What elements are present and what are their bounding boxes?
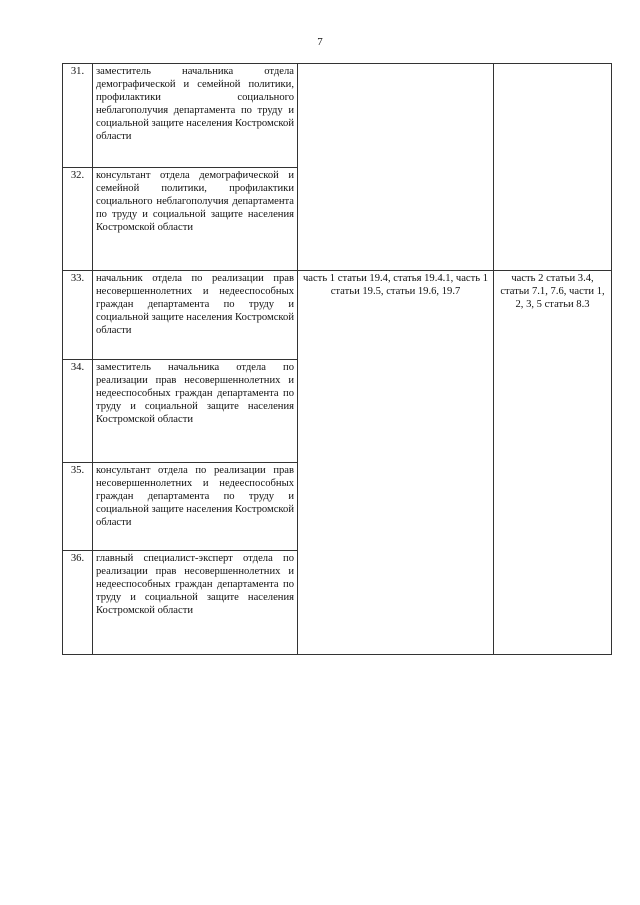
- articles-cell-empty: [494, 64, 612, 271]
- row-number: 33.: [63, 271, 93, 360]
- row-number: 32.: [63, 168, 93, 271]
- articles-koap-cell: часть 1 статьи 19.4, статья 19.4.1, часть 1 статьи 19.5, статьи 19.6, 19.7: [298, 271, 494, 655]
- position-title: консультант отдела по реализации прав несовершеннолетних и недееспособных граждан департамента по труду и социальной защите населения Костромской области: [93, 463, 298, 551]
- articles-regional-cell: часть 2 статьи 3.4, статьи 7.1, 7.6, части 1, 2, 3, 5 статьи 8.3: [494, 271, 612, 655]
- row-number: 31.: [63, 64, 93, 168]
- row-number: 36.: [63, 551, 93, 655]
- table-row: [63, 64, 612, 168]
- row-number: 35.: [63, 463, 93, 551]
- position-title: консультант отдела демографической и семейной политики, профилактики социального неблагополучия департамента по труду и социальной защите населения Костромской области: [93, 168, 298, 271]
- page-number: 7: [317, 36, 323, 48]
- position-title: заместитель начальника отдела демографической и семейной политики, профилактики социального неблагополучия департамента по труду и социальной защите населения Костромской области: [93, 64, 298, 168]
- officials-table: [62, 63, 612, 655]
- position-title: начальник отдела по реализации прав несовершеннолетних и недееспособных граждан департамента по труду и социальной защите населения Костромской области: [93, 271, 298, 360]
- articles-cell-empty: [298, 64, 494, 271]
- table-row: [63, 271, 612, 360]
- row-number: 34.: [63, 360, 93, 463]
- position-title: заместитель начальника отдела по реализации прав несовершеннолетних и недееспособных граждан департамента по труду и социальной защите населения Костромской области: [93, 360, 298, 463]
- position-title: главный специалист-эксперт отдела по реализации прав несовершеннолетних и недееспособных граждан департамента по труду и социальной защите населения Костромской области: [93, 551, 298, 655]
